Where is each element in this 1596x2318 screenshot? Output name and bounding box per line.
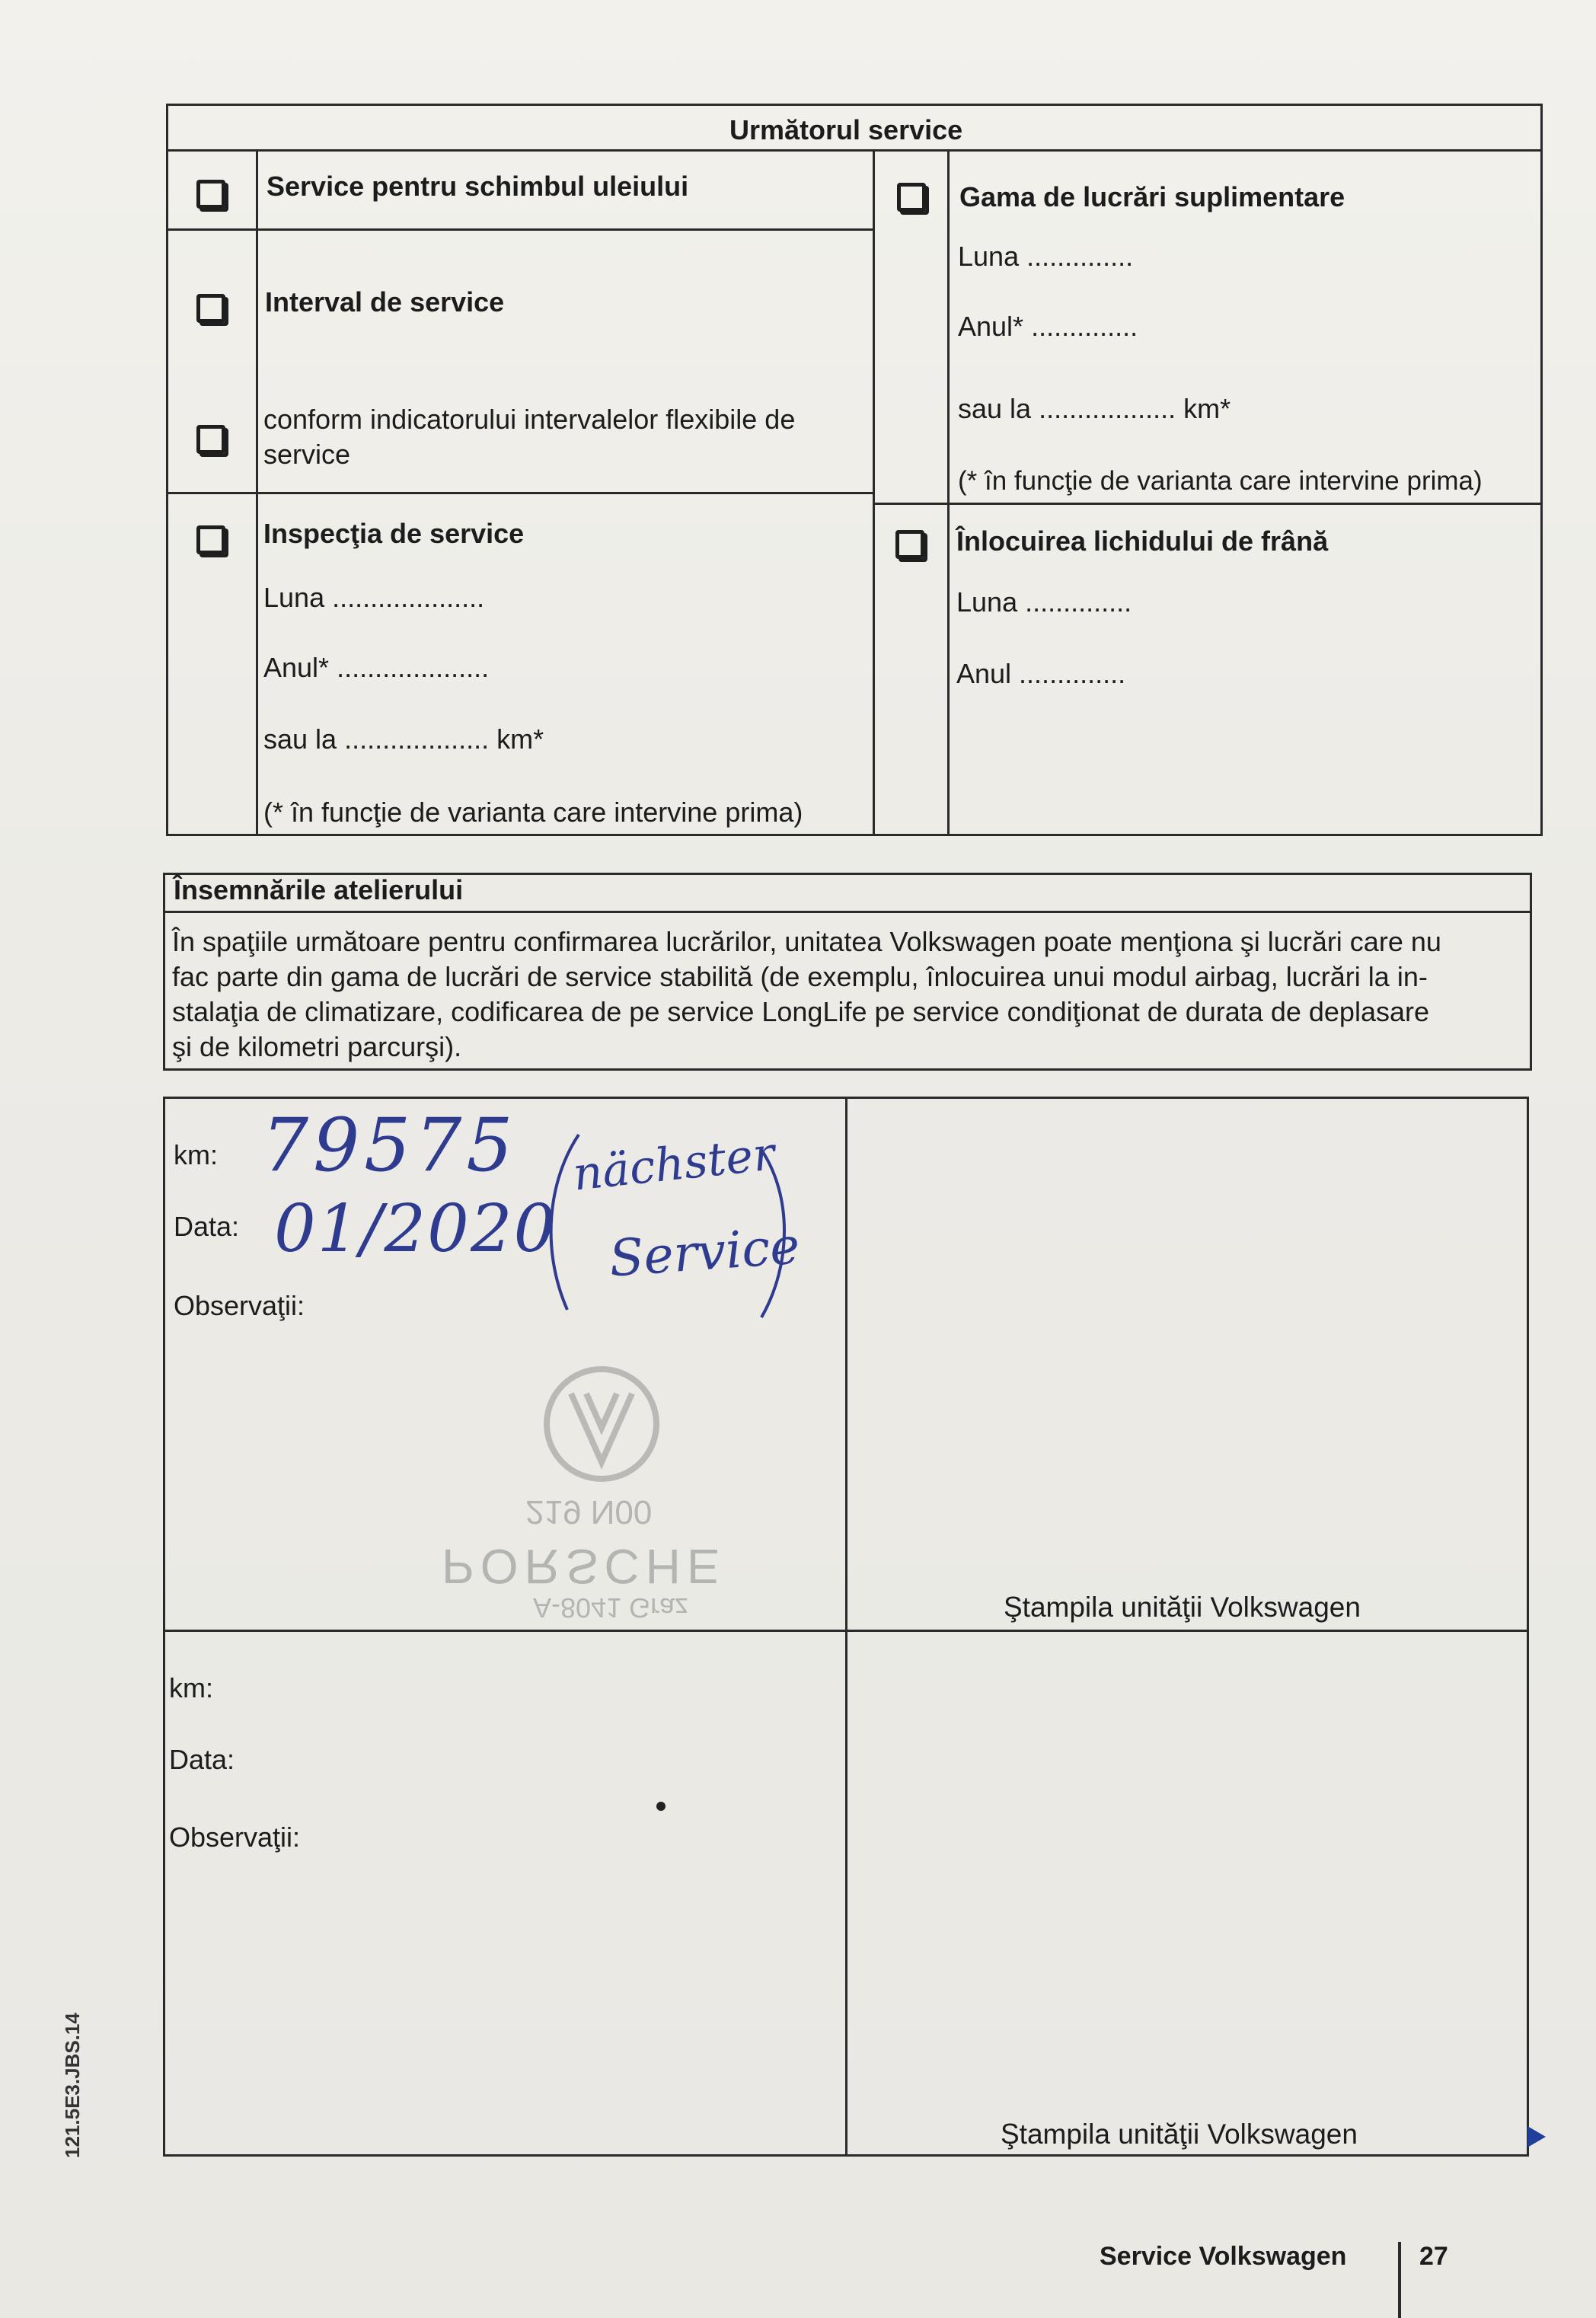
next-service-title: Următorul service [729,114,963,145]
entry-1-date-value: 01/2020 [274,1191,557,1267]
side-document-code: 121.5E3.JBS.14 [61,2013,84,2158]
page-number: 27 [1419,2242,1448,2271]
entry-1-km-label: km: [174,1139,218,1170]
inspection-checkbox[interactable] [196,525,225,554]
inspection-month: Luna .................... [263,582,485,613]
workshop-notes-line-2: fac parte din gama de lucrări de service stabilită (de exemplu, înlocuirea unui modul airbag, lucrări la in- [172,961,1428,992]
oil-change-label: Service pentru schimbul uleiului [267,171,689,202]
entry-1-observations-label: Observaţii: [174,1290,305,1321]
entry-2-km-label: km: [169,1672,213,1703]
entry-2-stamp-label: Ştampila unităţii Volkswagen [1001,2118,1358,2150]
entry-1-dealer-stamp [426,1363,777,1624]
entry-1-handnote-line-2: Service [607,1216,802,1288]
additional-work-checkbox[interactable] [897,183,926,212]
entry-2-observations-label: Observaţii: [169,1822,301,1853]
entry-1-km-value: 79575 [262,1103,518,1188]
entry-1-stamp-name: PORSCHE [442,1539,726,1594]
inspection-or-at: sau la ................... km* [263,723,544,755]
flexible-interval-checkbox[interactable] [196,425,225,454]
inspection-note: (* în funcţie de varianta care intervine prima) [263,797,803,828]
vw-logo-icon [541,1363,662,1485]
inspection-title: Inspecţia de service [263,518,525,549]
workshop-notes-line-3: stalaţia de climatizare, codificarea de pe service LongLife pe service condiţionat de durata de deplasare [172,996,1429,1027]
workshop-notes-line-1: În spaţiile următoare pentru confirmarea lucrărilor, unitatea Volkswagen poate menţiona şi lucrări care nu [172,926,1441,957]
entry-1-stamp-number: 219 N00 [525,1493,653,1531]
flexible-interval-label: conform indicatorului intervalelor flexibile de service [263,404,796,470]
footer-divider [1398,2242,1401,2318]
divider [166,149,1543,152]
entry-1-stamp-city: A-8041 Graz [533,1592,689,1624]
additional-work-note: (* în funcţie de varianta care intervine prima) [958,466,1483,496]
brake-fluid-month: Luna .............. [956,586,1132,618]
brake-fluid-title: Înlocuirea lichidului de frână [956,525,1329,557]
entry-1-stamp-label: Ştampila unităţii Volkswagen [1004,1592,1361,1623]
entry-1-date-label: Data: [174,1211,240,1242]
additional-work-title: Gama de lucrări suplimentare [959,181,1345,212]
brake-fluid-year: Anul .............. [956,658,1126,689]
workshop-notes-title: Însemnările atelierului [174,874,464,905]
handnote-parentheses-drawing [533,1119,807,1348]
workshop-notes-line-4: şi de kilometri parcurşi). [172,1031,462,1062]
additional-work-or-at: sau la .................. km* [958,393,1231,424]
inspection-year: Anul* .................... [263,652,490,683]
entry-2-date-label: Data: [169,1744,235,1775]
ink-dot [656,1802,666,1811]
entry-1-handnote-line-1: nächster [570,1127,777,1202]
interval-label: Interval de service [265,286,505,318]
additional-work-month: Luna .............. [958,241,1134,272]
next-page-arrow-icon[interactable] [1526,2125,1547,2149]
brake-fluid-checkbox[interactable] [895,530,924,559]
interval-checkbox[interactable] [196,294,225,323]
footer-title: Service Volkswagen [1100,2242,1347,2271]
additional-work-year: Anul* .............. [958,311,1138,342]
oil-change-checkbox[interactable] [196,180,225,209]
